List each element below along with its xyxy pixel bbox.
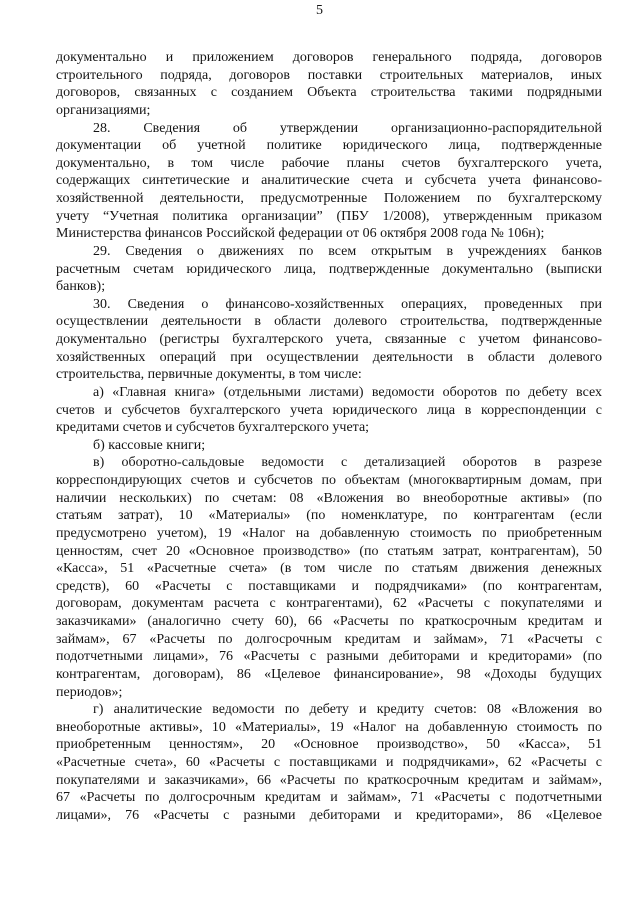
text-line: средств), 60 «Расчеты с поставщиками и подрядчиками» (по контрагентам, [56,578,602,594]
text-line: 30. Сведения о финансово-хозяйственных операциях, проведенных при [93,296,602,312]
text-line: займам», 67 «Расчеты по долгосрочным кредитам и займам», 71 «Расчеты с [56,631,602,647]
text-line: подотчетными лицами», 76 «Расчеты с разными дебиторами и кредиторами» (по [56,649,602,665]
text-line: статьям затрат), 10 «Материалы» (по номенклатуре, по контрагентам (если [56,508,602,524]
text-line: документально, в том числе рабочие планы счетов бухгалтерского учета, [56,155,602,171]
list-item-b [56,437,602,455]
list-item-a [56,384,602,437]
text-line: «Касса», 51 «Расчетные счета» (в том числе по статьям движения денежных [56,561,602,577]
text-line: лицами», 76 «Расчеты с разными дебиторами и кредиторами», 86 «Целевое [56,807,602,823]
text-line: заказчиками» (аналогично счету 60), 66 «Расчеты по краткосрочным кредитам и [56,614,602,629]
paragraph-28 [56,120,602,243]
text-line: наличии нескольких) по счетам: 08 «Вложения во внеоборотные активы» (по [56,490,602,506]
text-line: контрагентам, договорам), 86 «Целевое финансирование», 98 «Доходы будущих [56,666,602,682]
text-line: хозяйственных операций при осуществлении деятельности в области долевого [56,349,602,365]
text-line: покупателями и заказчиками», 66 «Расчеты по краткосрочным кредитам и займам», [56,772,602,788]
list-item-g [56,701,602,824]
text-line: ценностям, счет 20 «Основное производство» (по статьям затрат, контрагентам), 50 [56,543,602,559]
text-line: Министерства финансов Российской федерации от 06 октября 2008 года № 106н); [56,226,545,242]
text-line: документально и приложением договоров генерального подряда, договоров [56,50,602,65]
text-line: внеоборотные активы», 10 «Материалы», 19 «Налог на добавленную стоимость по [56,719,602,735]
text-line: строительства, первичные документы, в том числе: [56,367,362,383]
text-line: корреспондирующих счетов и субсчетов по объектам (многоквартирным домам, при [56,473,602,488]
document-body [56,49,602,825]
paragraph-continuation [56,49,602,120]
text-line: 67 «Расчеты по долгосрочным кредитам и займам», 71 «Расчеты с подотчетными [56,790,602,806]
text-line: расчетным счетам юридического лица, подтвержденные документально (выписки [56,261,602,277]
paragraph-30 [56,296,602,384]
text-line: организациями; [56,102,151,118]
text-line: 29. Сведения о движениях по всем открытым в учреждениях банков [93,243,602,259]
text-line: строительного подряда, договоров поставки строительных материалов, иных [56,67,602,83]
text-line: договоров, связанных с созданием Объекта строительства такими подрядными [56,85,602,101]
text-line: хозяйственной деятельности, предусмотренные Положением по бухгалтерскому [56,191,602,206]
text-line: кредитами счетов и субсчетов бухгалтерского учета; [56,420,370,436]
text-line: предусмотрено учетом), 19 «Налог на добавленную стоимость по приобретенным [56,525,602,541]
text-line: осуществлении деятельности в области долевого строительства, подтвержденные [56,314,602,330]
text-line: в) оборотно-сальдовые ведомости с детализацией оборотов в разрезе [93,455,602,471]
text-line: договорам, документам расчета с контрагентами), 62 «Расчеты с покупателями и [56,596,602,612]
text-line: приобретенным ценностям», 20 «Основное производство», 50 «Касса», 51 [56,737,602,753]
text-line: «Расчетные счета», 60 «Расчеты с поставщиками и подрядчиками», 62 «Расчеты с [56,755,602,770]
text-line: 28. Сведения об утверждении организационно-распорядительной [93,120,602,136]
text-line: периодов»; [56,684,123,700]
text-line: г) аналитические ведомости по дебету и кредиту счетов: 08 «Вложения во [93,702,602,718]
text-line: банков); [56,279,106,295]
text-line: содержащих синтетические и аналитические счета и субсчета учета финансово- [56,173,602,189]
list-item-v [56,454,602,701]
text-line: б) кассовые книги; [93,437,206,453]
paragraph-29 [56,243,602,296]
text-line: документально (регистры бухгалтерского учета, связанные с учетом финансово- [56,332,602,347]
page-number: 5 [316,3,323,18]
text-line: а) «Главная книга» (отдельными листами) ведомости оборотов по дебету всех [93,384,602,400]
text-line: учету “Учетная политика организации” (ПБУ 1/2008), утвержденным приказом [56,208,602,224]
text-line: счетов и субсчетов бухгалтерского учета юридического лица в корреспонденции с [56,402,602,418]
text-line: документации об учетной политике юридического лица, подтвержденные [56,138,602,154]
